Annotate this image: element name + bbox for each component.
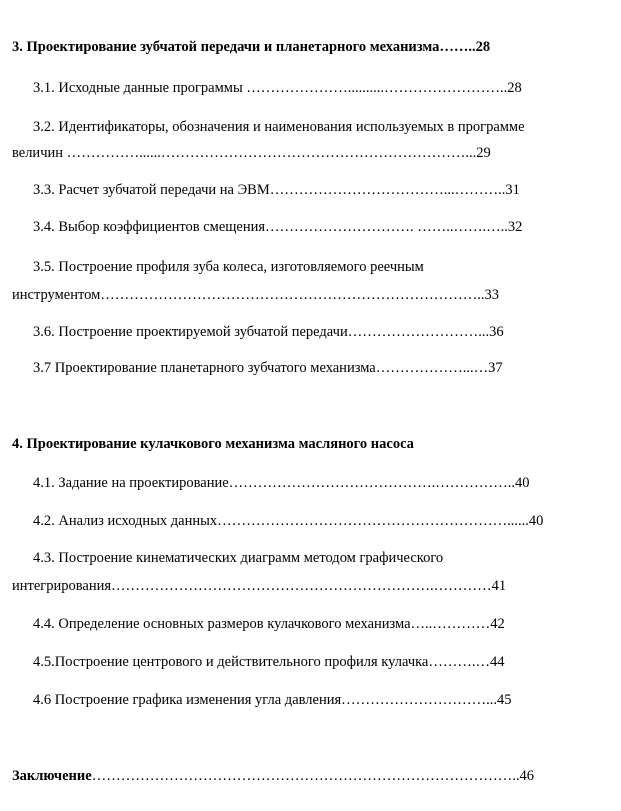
toc-item-3-2[interactable]: 3.2. Идентификаторы, обозначения и наименования используемых в программе [33,119,525,135]
toc-item-3-3[interactable]: 3.3. Расчет зубчатой передачи на ЭВМ………………………………...………..31 [33,182,520,198]
toc-conclusion-label: Заключение [12,768,92,784]
toc-heading-4[interactable]: 4. Проектирование кулачкового механизма масляного насоса [12,436,414,452]
toc-item-4-3-cont[interactable]: интегрирования………………………………………………………….…………41 [12,578,507,594]
toc-item-3-1[interactable]: 3.1. Исходные данные программы …………………..........……………………..28 [33,80,522,96]
toc-item-4-1[interactable]: 4.1. Задание на проектирование…………………………………….……………..40 [33,475,530,491]
toc-item-4-2[interactable]: 4.2. Анализ исходных данных……………………………………………………......40 [33,513,544,529]
toc-conclusion-leader: ……………………………………………………………………………..46 [91,768,534,784]
toc-item-3-5-cont[interactable]: инструментом……………………………………………………………………..33 [12,287,500,303]
toc-item-3-6[interactable]: 3.6. Построение проектируемой зубчатой передачи………………………...36 [33,324,504,340]
toc-item-4-5[interactable]: 4.5.Построение центрового и действительного профиля кулачка……….…44 [33,654,505,670]
toc-conclusion[interactable] [12,767,534,785]
toc-item-3-5[interactable]: 3.5. Построение профиля зуба колеса, изготовляемого реечным [33,259,424,275]
toc-heading-3[interactable]: 3. Проектирование зубчатой передачи и планетарного механизма……..28 [12,39,491,55]
toc-item-4-3[interactable]: 4.3. Построение кинематических диаграмм методом графического [33,550,444,566]
toc-item-4-6[interactable]: 4.6 Построение графика изменения угла давления…………………………...45 [33,692,512,708]
toc-item-4-4[interactable]: 4.4. Определение основных размеров кулачкового механизма…..…………42 [33,616,505,632]
toc-item-3-7[interactable]: 3.7 Проектирование планетарного зубчатого механизма………………...…37 [33,360,503,376]
toc-item-3-2-cont[interactable]: величин ……………......………………………………………………………...29 [12,145,491,161]
toc-item-3-4[interactable]: 3.4. Выбор коэффициентов смещения…………………………. ……..…….…..32 [33,219,523,235]
